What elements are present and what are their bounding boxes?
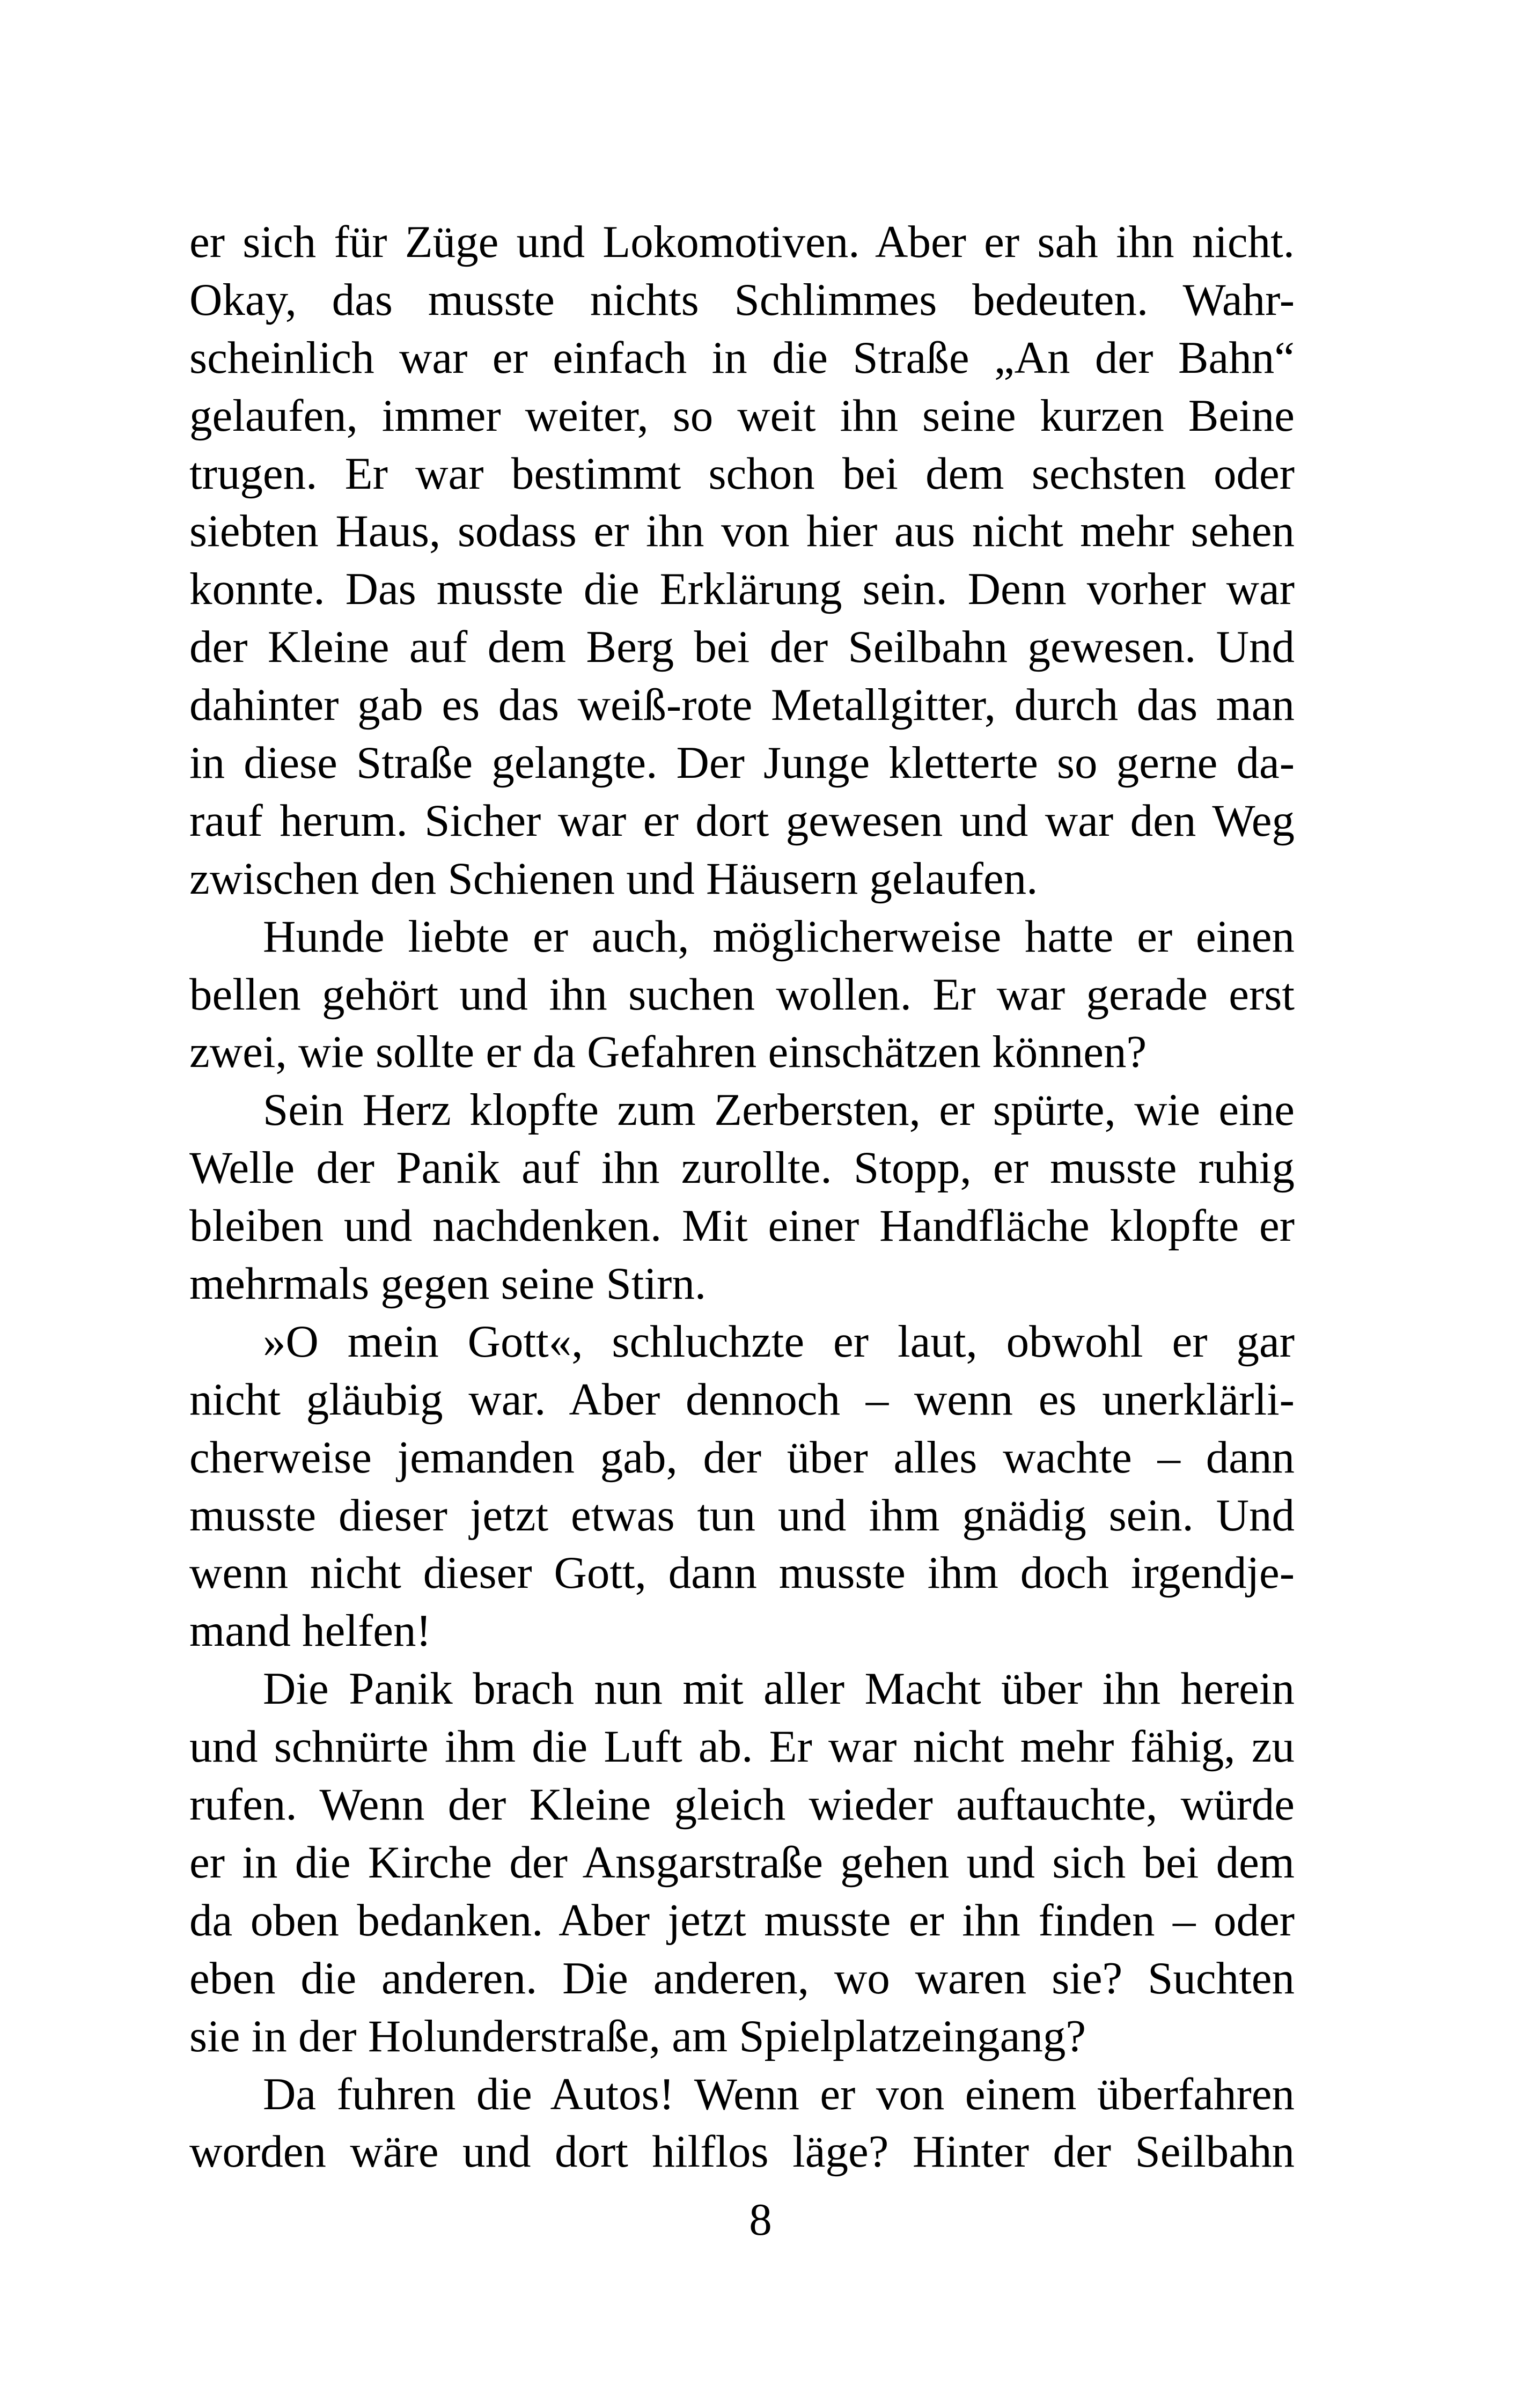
text-line: worden wäre und dort hilflos läge? Hinter der Seilbahn bbox=[189, 2126, 1295, 2177]
text-line: nicht gläubig war. Aber dennoch – wenn es unerklärli- bbox=[189, 1374, 1295, 1425]
text-line: eben die anderen. Die anderen, wo waren sie? Suchten bbox=[189, 1953, 1295, 2004]
text-line: rauf herum. Sicher war er dort gewesen und war den Weg bbox=[189, 795, 1295, 846]
text-line: bellen gehört und ihn suchen wollen. Er war gerade erst bbox=[189, 969, 1295, 1020]
text-line: Sein Herz klopfte zum Zerbersten, er spürte, wie eine bbox=[263, 1085, 1295, 1136]
body-text bbox=[189, 213, 1295, 2181]
text-line: siebten Haus, sodass er ihn von hier aus nicht mehr sehen bbox=[189, 506, 1295, 557]
text-line: wenn nicht dieser Gott, dann musste ihm doch irgendje- bbox=[189, 1548, 1295, 1599]
text-line: rufen. Wenn der Kleine gleich wieder auftauchte, würde bbox=[189, 1779, 1295, 1830]
text-line: und schnürte ihm die Luft ab. Er war nicht mehr fähig, zu bbox=[189, 1721, 1295, 1772]
text-line: Da fuhren die Autos! Wenn er von einem überfahren bbox=[263, 2068, 1295, 2119]
text-line: mehrmals gegen seine Stirn. bbox=[189, 1258, 707, 1309]
page-number: 8 bbox=[749, 2195, 772, 2245]
text-line: er sich für Züge und Lokomotiven. Aber er sah ihn nicht. bbox=[189, 217, 1295, 267]
text-line: Die Panik brach nun mit aller Macht über ihn herein bbox=[263, 1663, 1295, 1714]
text-line: »O mein Gott«, schluchzte er laut, obwohl er gar bbox=[263, 1316, 1295, 1367]
text-line: der Kleine auf dem Berg bei der Seilbahn gewesen. Und bbox=[189, 622, 1295, 673]
text-line: dahinter gab es das weiß-rote Metallgitter, durch das man bbox=[189, 680, 1295, 731]
text-line: Welle der Panik auf ihn zurollte. Stopp, er musste ruhig bbox=[189, 1143, 1295, 1194]
text-line: Okay, das musste nichts Schlimmes bedeuten. Wahr- bbox=[189, 274, 1295, 325]
text-line: zwischen den Schienen und Häusern gelaufen. bbox=[189, 853, 1038, 904]
text-line: zwei, wie sollte er da Gefahren einschätzen können? bbox=[189, 1027, 1147, 1078]
text-line: konnte. Das musste die Erklärung sein. Denn vorher war bbox=[189, 564, 1295, 615]
text-line: musste dieser jetzt etwas tun und ihm gnädig sein. Und bbox=[189, 1490, 1295, 1541]
text-line: cherweise jemanden gab, der über alles wachte – dann bbox=[189, 1432, 1295, 1483]
text-line: gelaufen, immer weiter, so weit ihn seine kurzen Beine bbox=[189, 390, 1295, 441]
text-line: da oben bedanken. Aber jetzt musste er ihn finden – oder bbox=[189, 1895, 1295, 1946]
text-line: scheinlich war er einfach in die Straße „An der Bahn“ bbox=[189, 332, 1295, 383]
text-line: mand helfen! bbox=[189, 1606, 431, 1656]
text-line: sie in der Holunderstraße, am Spielplatzeingang? bbox=[189, 2011, 1086, 2061]
text-line: in diese Straße gelangte. Der Junge kletterte so gerne da- bbox=[189, 738, 1295, 789]
text-line: er in die Kirche der Ansgarstraße gehen und sich bei dem bbox=[189, 1837, 1295, 1888]
text-line: Hunde liebte er auch, möglicherweise hatte er einen bbox=[263, 911, 1295, 962]
text-line: trugen. Er war bestimmt schon bei dem sechsten oder bbox=[189, 448, 1295, 499]
text-line: bleiben und nachdenken. Mit einer Handfläche klopfte er bbox=[189, 1201, 1295, 1251]
